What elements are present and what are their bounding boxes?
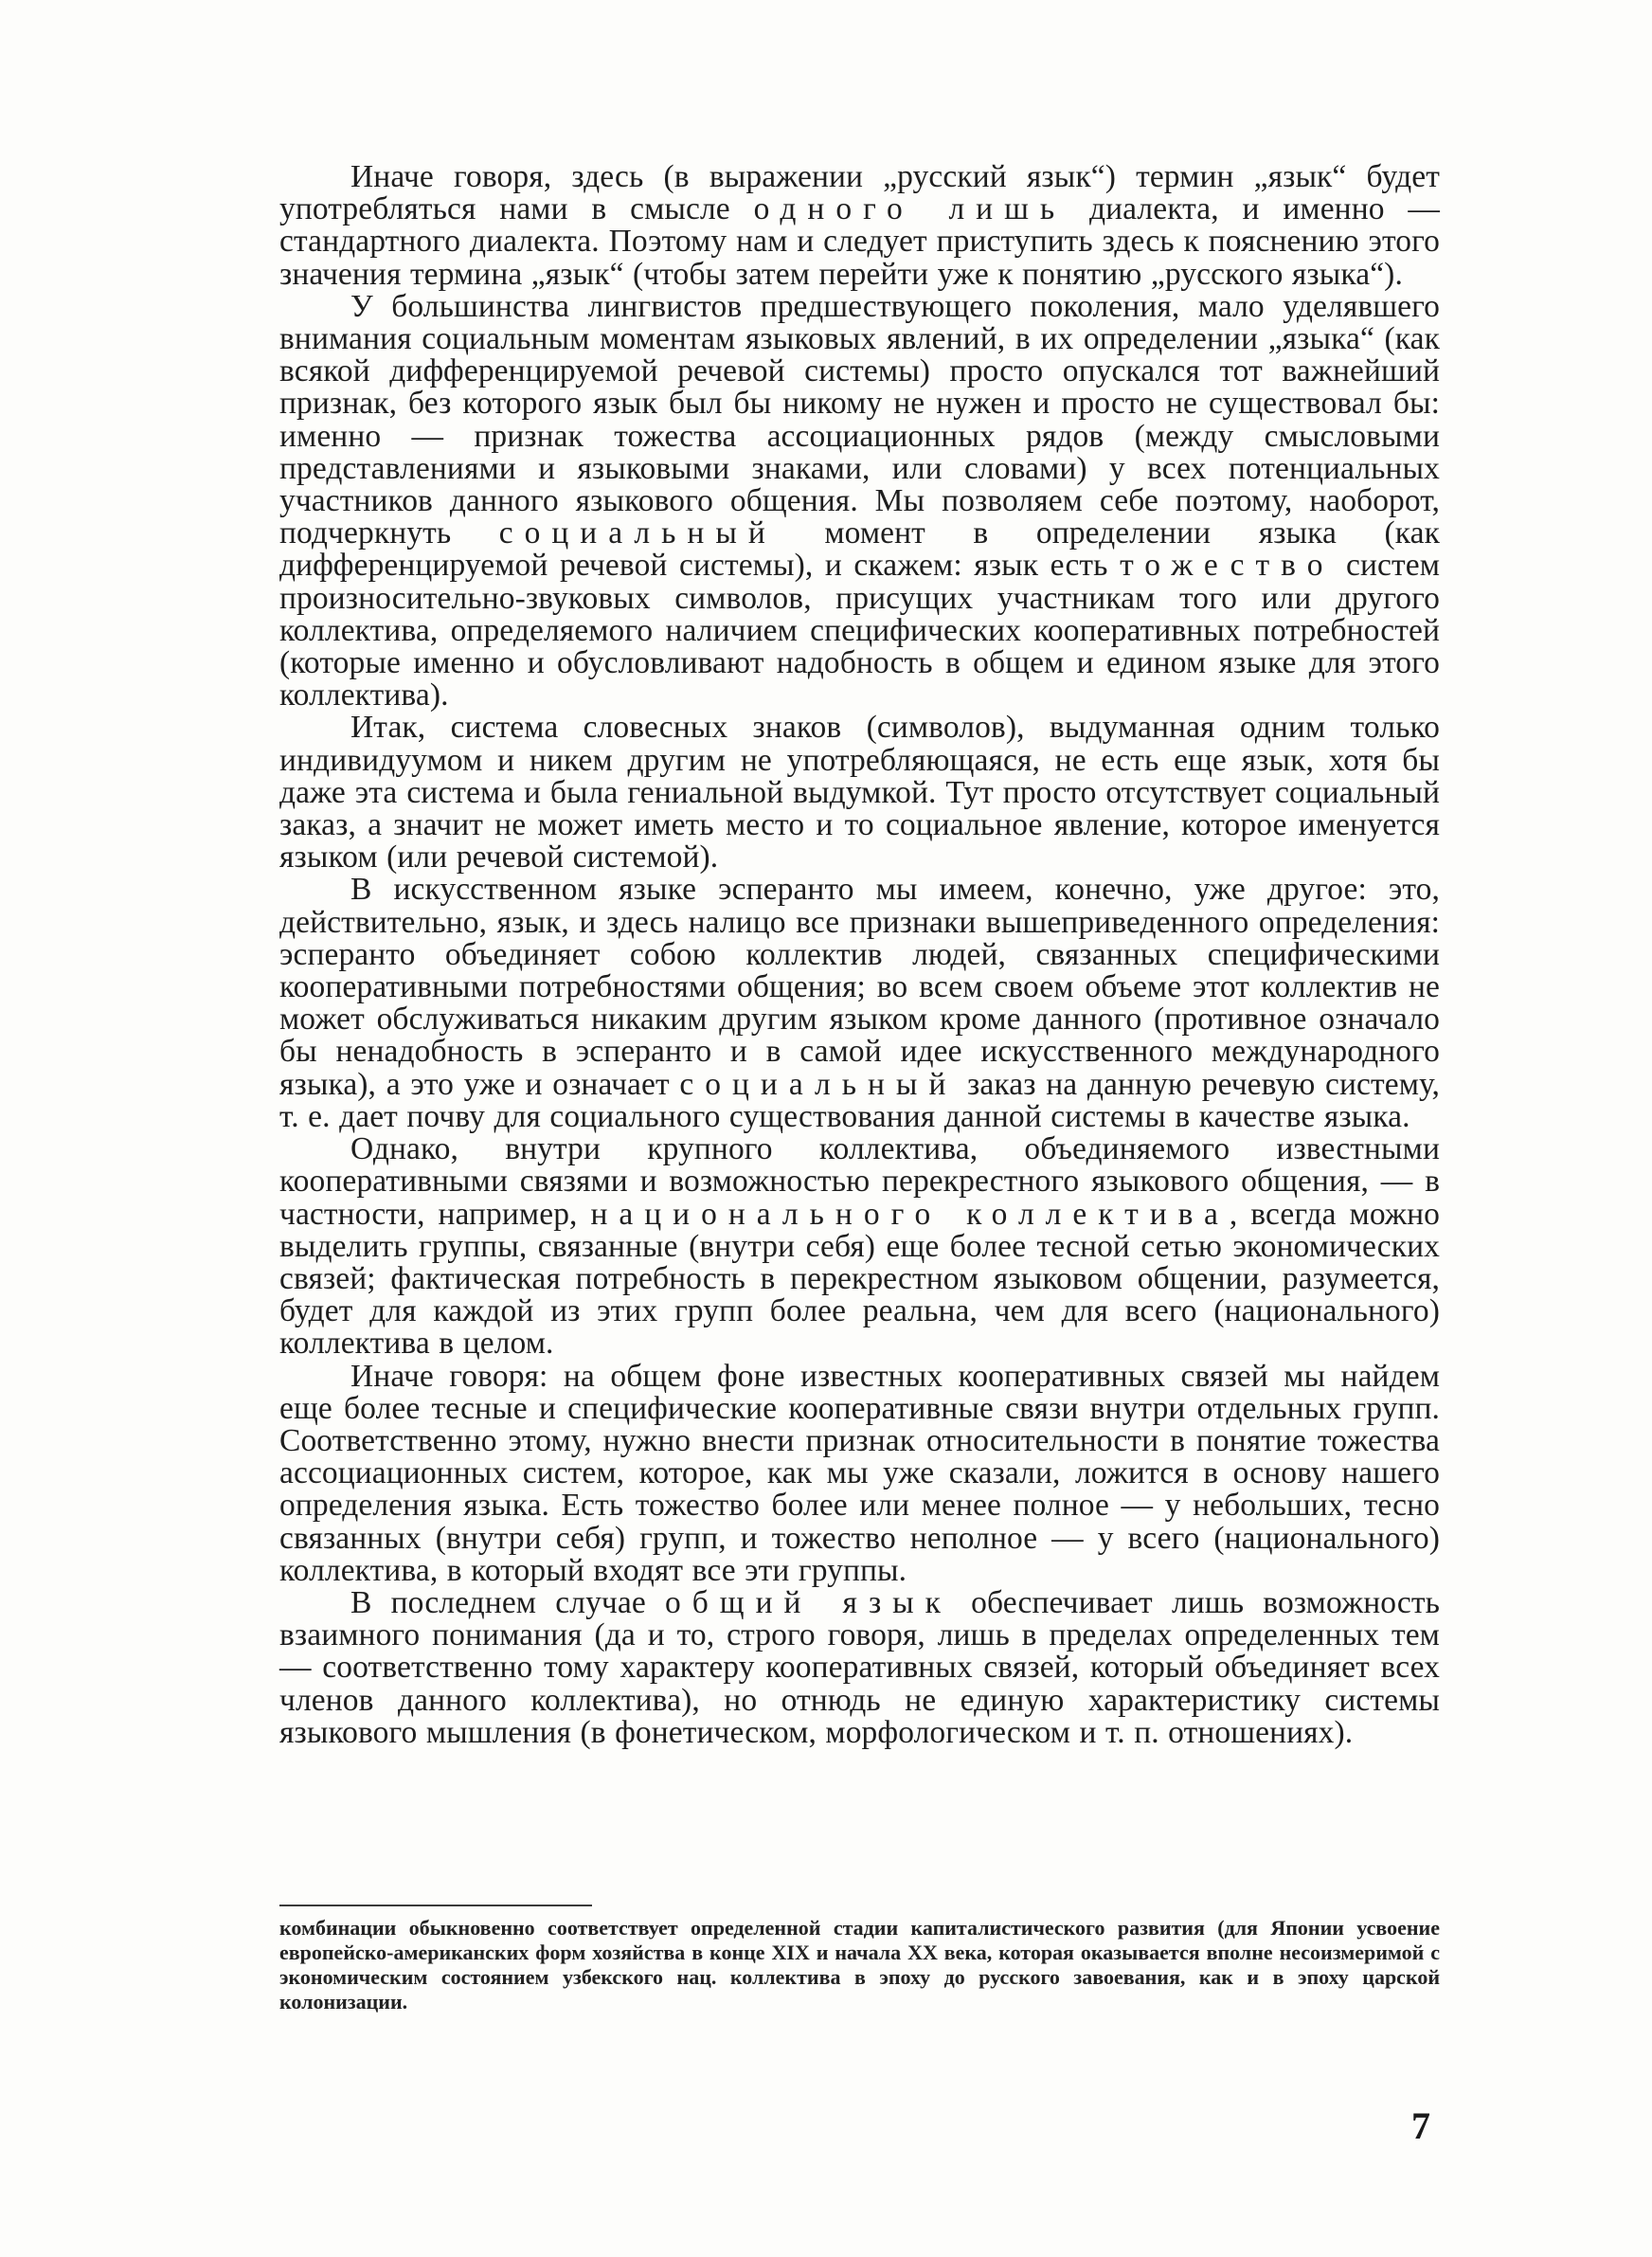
- paragraph-text: заказ на данную речевую систему, т. е. дает почву для социального существования данной системы в качестве языка.: [279, 1066, 1440, 1134]
- paragraph: [279, 874, 1440, 1133]
- paragraph-text: Иначе говоря, здесь (в выражении „русский язык“) термин „язык“ будет употребляться нами в смысле: [279, 159, 1440, 227]
- emphasis-text: тожество: [1120, 548, 1335, 584]
- emphasis-text: социальный: [679, 1066, 958, 1102]
- paragraph-text: , всегда можно выделить группы, связанные (внутри себя) еще более тесной сетью экономических связей; фактическая потребность в перекрестном языковом общении, разумеется, будет для каждой из этих групп более реальна, чем для всего (национального) коллектива в целом.: [279, 1196, 1440, 1362]
- emphasis-text: национального коллектива: [590, 1196, 1230, 1232]
- paragraph: [279, 1584, 1441, 1750]
- paragraph-text: В искусственном языке эсперанто мы имеем, конечно, уже другое: это, действительно, язык, и здесь налицо все признаки вышеприведенного определения: эсперанто объединяет собою коллектив людей, связанных специфическими кооперативными потребностями общения; во всем своем объеме этот коллектив не может обслуживаться никаким другим языком кроме данного (противное означало бы ненадобность в эсперанто и в самой идее искусственного международного языка), а это уже и означает: [279, 872, 1440, 1102]
- paragraph: [279, 288, 1441, 713]
- paragraph-text: В последнем случае: [350, 1584, 665, 1620]
- paragraph-text: систем произносительно-звуковых символов, присущих участникам того или другого коллектива, определяемого наличием специфических кооперативных потребностей (которые именно и обусловливают надобность в общем и едином языке для этого коллектива).: [279, 548, 1440, 713]
- paragraph-text: диалекта, и именно — стандартного диалекта. Поэтому нам и следует приступить здесь к пояснению этого значения термина „язык“ (чтобы затем перейти уже к понятию „русского языка“).: [279, 191, 1440, 292]
- paragraph-text: обеспечивает лишь возможность взаимного понимания (да и то, строго говоря, лишь в пределах определенных тем — соответственно тому характеру кооперативных связей, который объединяет всех членов данного коллектива), но отнюдь не единую характеристику системы языкового мышления (в фонетическом, морфологическом и т. п. отношениях).: [279, 1584, 1441, 1750]
- body-text: [279, 161, 1440, 1749]
- paragraph-text: У большинства лингвистов предшествующего поколения, мало уделявшего внимания социальным моментам языковых явлений, в их определении „языка“ (как всякой дифференцируемой речевой системы) просто опускался тот важнейший признак, без которого язык был бы никому не нужен и просто не существовал бы: именно — признак тожества ассоциационных рядов (между смысловыми представлениями и языковыми знаками, или словами) у всех потенциальных участников данного языкового общения. Мы позволяем себе поэтому, наоборот, подчеркнуть: [279, 288, 1440, 551]
- paragraph: [279, 1133, 1440, 1360]
- paragraph: [279, 161, 1440, 291]
- emphasis-text: социальный: [498, 515, 777, 551]
- paragraph-text: момент в определении языка (как дифференцируемой речевой системы), и скажем: язык есть: [279, 515, 1441, 584]
- paragraph-text: Однако, внутри крупного коллектива, объединяемого известными кооперативными связями и возможностью перекрестного языкового общения, — в частности, например,: [279, 1131, 1440, 1232]
- emphasis-text: общий язык: [665, 1584, 952, 1620]
- footnote-divider: [279, 1905, 592, 1906]
- emphasis-text: одного лишь: [753, 191, 1067, 227]
- footnote: комбинации обыкновенно соответствует определенной стадии капиталистического развития (для Японии усвоение европейско-американских форм хозяйства в конце XIX и начала XX века, которая оказывается вполне несоизмеримой с экономическим состоянием узбекского нац. коллектива в эпоху до русского завоевания, как и в эпоху царской колонизации.: [279, 1916, 1440, 2013]
- page-number: 7: [1411, 2104, 1430, 2147]
- paragraph: [279, 712, 1440, 874]
- paragraph-text: Итак, система словесных знаков (символов), выдуманная одним только индивидуумом и никем другим не употребляющаяся, не есть еще язык, хотя бы даже эта система и была гениальной выдумкой. Тут просто отсутствует социальный заказ, а значит не может иметь место и то социальное явление, которое именуется языком (или речевой системой).: [279, 710, 1440, 876]
- paragraph: [279, 1358, 1440, 1588]
- paragraph-text: Иначе говоря: на общем фоне известных кооперативных связей мы найдем еще более тесные и специфические кооперативные связи внутри отдельных групп. Соответственно этому, нужно внести признак относительности в понятие тожества ассоциационных систем, которое, как мы уже сказали, ложится в основу нашего определения языка. Есть тожество более или менее полное — у небольших, тесно связанных (внутри себя) групп, и тожество неполное — у всего (национального) коллектива, в который входят все эти группы.: [279, 1358, 1440, 1588]
